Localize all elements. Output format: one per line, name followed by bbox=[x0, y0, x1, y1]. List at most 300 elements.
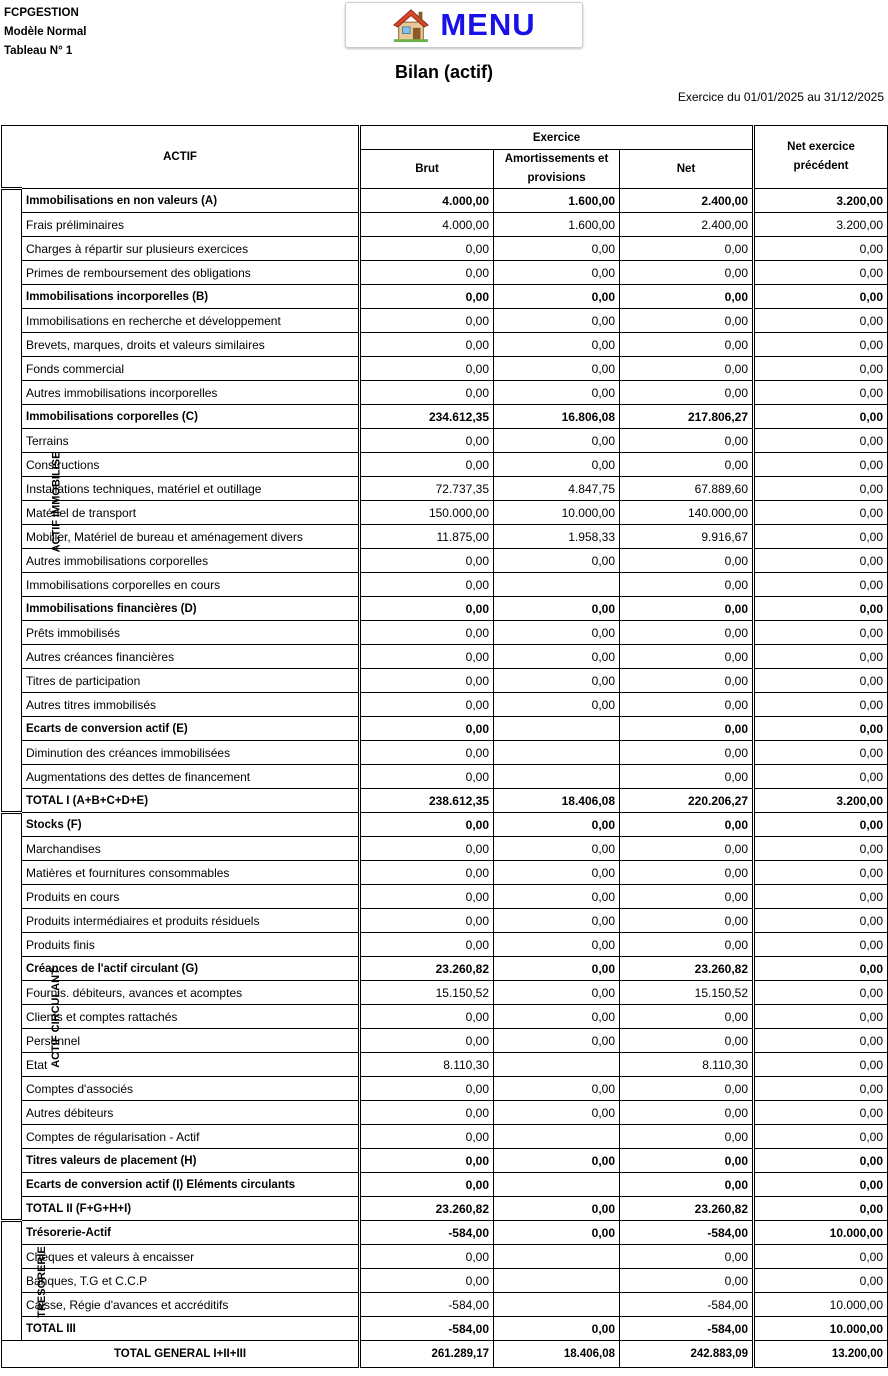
brut-value: 234.612,35 bbox=[360, 405, 494, 429]
brut-value: -584,00 bbox=[360, 1221, 494, 1245]
amort-value: 0,00 bbox=[494, 957, 620, 981]
amort-value: 0,00 bbox=[494, 933, 620, 957]
prev-value: 0,00 bbox=[754, 861, 888, 885]
prev-value: 0,00 bbox=[754, 837, 888, 861]
amort-value bbox=[494, 765, 620, 789]
net-value: 0,00 bbox=[620, 645, 754, 669]
exercice-period: Exercice du 01/01/2025 au 31/12/2025 bbox=[677, 90, 884, 104]
amort-value: 0,00 bbox=[494, 645, 620, 669]
net-value: 0,00 bbox=[620, 1101, 754, 1125]
brut-value: 0,00 bbox=[360, 237, 494, 261]
net-value: 0,00 bbox=[620, 693, 754, 717]
prev-value: 3.200,00 bbox=[754, 213, 888, 237]
brut-value: 4.000,00 bbox=[360, 213, 494, 237]
amort-value bbox=[494, 717, 620, 741]
table-row bbox=[2, 477, 888, 501]
row-label: Trésorerie-Actif bbox=[22, 1221, 360, 1245]
row-label: Immobilisations en recherche et développement bbox=[22, 309, 360, 333]
amort-value: 0,00 bbox=[494, 261, 620, 285]
table-row bbox=[2, 1245, 888, 1269]
row-label: Créances de l'actif circulant (G) bbox=[22, 957, 360, 981]
amort-value: 0,00 bbox=[494, 429, 620, 453]
table-row bbox=[2, 573, 888, 597]
table-row bbox=[2, 237, 888, 261]
brut-value: 0,00 bbox=[360, 309, 494, 333]
net-value: 0,00 bbox=[620, 861, 754, 885]
amort-value bbox=[494, 741, 620, 765]
prev-value: 0,00 bbox=[754, 621, 888, 645]
prev-value: 0,00 bbox=[754, 1101, 888, 1125]
prev-value: 10.000,00 bbox=[754, 1221, 888, 1245]
amort-value: 0,00 bbox=[494, 309, 620, 333]
row-label: Fonds commercial bbox=[22, 357, 360, 381]
table-row bbox=[2, 189, 888, 213]
section-label-text: TRESORERIE bbox=[35, 1246, 48, 1318]
net-value: 140.000,00 bbox=[620, 501, 754, 525]
brut-value: 0,00 bbox=[360, 1077, 494, 1101]
brut-value: 0,00 bbox=[360, 837, 494, 861]
table-row bbox=[2, 1317, 888, 1341]
table-row bbox=[2, 1029, 888, 1053]
row-label: Immobilisations incorporelles (B) bbox=[22, 285, 360, 309]
amort-value: 0,00 bbox=[494, 1221, 620, 1245]
amort-header: Amortissements et provisions bbox=[494, 150, 620, 189]
prev-value: 3.200,00 bbox=[754, 789, 888, 813]
row-label: Clients et comptes rattachés bbox=[22, 1005, 360, 1029]
row-label: Immobilisations corporelles en cours bbox=[22, 573, 360, 597]
table-row bbox=[2, 1005, 888, 1029]
amort-value: 0,00 bbox=[494, 549, 620, 573]
row-label: Titres de participation bbox=[22, 669, 360, 693]
row-label: Immobilisations financières (D) bbox=[22, 597, 360, 621]
table-row bbox=[2, 669, 888, 693]
brut-value: 0,00 bbox=[360, 357, 494, 381]
row-label: Titres valeurs de placement (H) bbox=[22, 1149, 360, 1173]
prev-value: 0,00 bbox=[754, 405, 888, 429]
net-value: 0,00 bbox=[620, 1173, 754, 1197]
amort-value bbox=[494, 1245, 620, 1269]
row-label: Produits intermédiaires et produits résiduels bbox=[22, 909, 360, 933]
net-value: 0,00 bbox=[620, 381, 754, 405]
prev-value: 0,00 bbox=[754, 717, 888, 741]
brut-value: 4.000,00 bbox=[360, 189, 494, 213]
amort-value bbox=[494, 1173, 620, 1197]
amort-value: 0,00 bbox=[494, 597, 620, 621]
amort-value: 0,00 bbox=[494, 909, 620, 933]
prev-value: 0,00 bbox=[754, 765, 888, 789]
brut-value: 0,00 bbox=[360, 381, 494, 405]
prev-value: 0,00 bbox=[754, 1149, 888, 1173]
prev-value: 0,00 bbox=[754, 1173, 888, 1197]
table-row bbox=[2, 453, 888, 477]
prev-value: 0,00 bbox=[754, 693, 888, 717]
section-label-text: ACTIF CIRCULANT bbox=[49, 967, 62, 1068]
brut-value: 11.875,00 bbox=[360, 525, 494, 549]
table-row bbox=[2, 381, 888, 405]
table-row bbox=[2, 981, 888, 1005]
prev-value: 0,00 bbox=[754, 645, 888, 669]
table-row bbox=[2, 549, 888, 573]
amort-value: 0,00 bbox=[494, 669, 620, 693]
net-value: 220.206,27 bbox=[620, 789, 754, 813]
row-label: Primes de remboursement des obligations bbox=[22, 261, 360, 285]
brut-value: 0,00 bbox=[360, 669, 494, 693]
prev-value: 0,00 bbox=[754, 669, 888, 693]
page-title: Bilan (actif) bbox=[394, 62, 493, 82]
prev-value: 0,00 bbox=[754, 573, 888, 597]
net-header: Net bbox=[620, 150, 754, 189]
prev-value: 0,00 bbox=[754, 261, 888, 285]
row-label: Brevets, marques, droits et valeurs similaires bbox=[22, 333, 360, 357]
table-row bbox=[2, 1053, 888, 1077]
net-value: 2.400,00 bbox=[620, 189, 754, 213]
amort-value: 0,00 bbox=[494, 1029, 620, 1053]
prev-value: 0,00 bbox=[754, 909, 888, 933]
amort-value: 0,00 bbox=[494, 453, 620, 477]
amort-value: 0,00 bbox=[494, 237, 620, 261]
net-value: 8.110,30 bbox=[620, 1053, 754, 1077]
net-value: 0,00 bbox=[620, 813, 754, 837]
brut-value: 0,00 bbox=[360, 1269, 494, 1293]
amort-value: 0,00 bbox=[494, 1317, 620, 1341]
brut-value: 150.000,00 bbox=[360, 501, 494, 525]
brut-value: 0,00 bbox=[360, 573, 494, 597]
prev-value: 0,00 bbox=[754, 549, 888, 573]
amort-value bbox=[494, 1293, 620, 1317]
brut-value: 0,00 bbox=[360, 909, 494, 933]
brut-value: 0,00 bbox=[360, 429, 494, 453]
amort-value: 16.806,08 bbox=[494, 405, 620, 429]
row-label: Ecarts de conversion actif (I) Eléments circulants bbox=[22, 1173, 360, 1197]
prev-value: 0,00 bbox=[754, 981, 888, 1005]
amort-value: 10.000,00 bbox=[494, 501, 620, 525]
brut-value: 0,00 bbox=[360, 1005, 494, 1029]
brut-value: 8.110,30 bbox=[360, 1053, 494, 1077]
net-value: 0,00 bbox=[620, 285, 754, 309]
amort-value: 1.958,33 bbox=[494, 525, 620, 549]
brut-value: -584,00 bbox=[360, 1293, 494, 1317]
grand-total-prev: 13.200,00 bbox=[754, 1341, 888, 1368]
table-row bbox=[2, 717, 888, 741]
menu-label: MENU bbox=[440, 7, 536, 42]
amort-value bbox=[494, 573, 620, 597]
brut-value: 0,00 bbox=[360, 885, 494, 909]
net-value: 0,00 bbox=[620, 1005, 754, 1029]
row-label: Banques, T.G et C.C.P bbox=[22, 1269, 360, 1293]
amort-value bbox=[494, 1125, 620, 1149]
prev-value: 0,00 bbox=[754, 309, 888, 333]
row-label: Augmentations des dettes de financement bbox=[22, 765, 360, 789]
house-icon bbox=[392, 7, 430, 43]
brut-value: 0,00 bbox=[360, 261, 494, 285]
net-value: 0,00 bbox=[620, 669, 754, 693]
amort-value: 0,00 bbox=[494, 333, 620, 357]
net-value: 0,00 bbox=[620, 1029, 754, 1053]
table-row bbox=[2, 357, 888, 381]
net-value: -584,00 bbox=[620, 1221, 754, 1245]
brut-value: -584,00 bbox=[360, 1317, 494, 1341]
amort-value: 1.600,00 bbox=[494, 213, 620, 237]
net-value: 0,00 bbox=[620, 1125, 754, 1149]
table-row bbox=[2, 765, 888, 789]
section-label bbox=[2, 1221, 48, 1341]
table-row bbox=[2, 693, 888, 717]
net-value: 0,00 bbox=[620, 1269, 754, 1293]
row-label: TOTAL I (A+B+C+D+E) bbox=[22, 789, 360, 813]
table-row bbox=[2, 789, 888, 813]
table-row bbox=[2, 429, 888, 453]
header-info bbox=[4, 4, 86, 61]
amort-value: 18.406,08 bbox=[494, 789, 620, 813]
grand-total-row bbox=[2, 1341, 888, 1368]
grand-total-brut: 261.289,17 bbox=[360, 1341, 494, 1368]
table-row bbox=[2, 1173, 888, 1197]
prev-value: 10.000,00 bbox=[754, 1317, 888, 1341]
net-value: 0,00 bbox=[620, 837, 754, 861]
brut-value: 0,00 bbox=[360, 933, 494, 957]
amort-value: 0,00 bbox=[494, 837, 620, 861]
table-row bbox=[2, 885, 888, 909]
prev-value: 0,00 bbox=[754, 1269, 888, 1293]
net-value: 0,00 bbox=[620, 621, 754, 645]
prev-value: 0,00 bbox=[754, 741, 888, 765]
amort-value: 0,00 bbox=[494, 981, 620, 1005]
prev-value: 0,00 bbox=[754, 1197, 888, 1221]
brut-value: 0,00 bbox=[360, 765, 494, 789]
prev-value: 0,00 bbox=[754, 1029, 888, 1053]
net-value: 0,00 bbox=[620, 765, 754, 789]
prev-value: 0,00 bbox=[754, 885, 888, 909]
net-value: 0,00 bbox=[620, 573, 754, 597]
prev-value: 0,00 bbox=[754, 1125, 888, 1149]
table-row bbox=[2, 405, 888, 429]
net-value: 15.150,52 bbox=[620, 981, 754, 1005]
row-label: Frais préliminaires bbox=[22, 213, 360, 237]
amort-value: 1.600,00 bbox=[494, 189, 620, 213]
table-row bbox=[2, 621, 888, 645]
row-label: Stocks (F) bbox=[22, 813, 360, 837]
net-value: 0,00 bbox=[620, 1149, 754, 1173]
amort-value: 4.847,75 bbox=[494, 477, 620, 501]
table-row bbox=[2, 525, 888, 549]
net-value: 0,00 bbox=[620, 357, 754, 381]
row-label: Terrains bbox=[22, 429, 360, 453]
row-label: Produits en cours bbox=[22, 885, 360, 909]
net-value: 0,00 bbox=[620, 717, 754, 741]
row-label: Matières et fournitures consommables bbox=[22, 861, 360, 885]
brut-value: 23.260,82 bbox=[360, 957, 494, 981]
table-row bbox=[2, 213, 888, 237]
amort-value: 0,00 bbox=[494, 693, 620, 717]
table-row bbox=[2, 741, 888, 765]
table-row bbox=[2, 285, 888, 309]
table-row bbox=[2, 1269, 888, 1293]
amort-value: 0,00 bbox=[494, 1077, 620, 1101]
net-value: 0,00 bbox=[620, 261, 754, 285]
brut-value: 0,00 bbox=[360, 333, 494, 357]
actif-header: ACTIF bbox=[2, 126, 360, 189]
net-value: 0,00 bbox=[620, 453, 754, 477]
amort-value bbox=[494, 1269, 620, 1293]
amort-value: 0,00 bbox=[494, 1101, 620, 1125]
amort-value: 0,00 bbox=[494, 1005, 620, 1029]
brut-header: Brut bbox=[360, 150, 494, 189]
prev-value: 0,00 bbox=[754, 933, 888, 957]
amort-value: 0,00 bbox=[494, 381, 620, 405]
net-value: 0,00 bbox=[620, 549, 754, 573]
amort-value: 0,00 bbox=[494, 285, 620, 309]
grand-total-net: 242.883,09 bbox=[620, 1341, 754, 1368]
net-value: 0,00 bbox=[620, 309, 754, 333]
prev-value: 0,00 bbox=[754, 237, 888, 261]
table-row bbox=[2, 1077, 888, 1101]
table-row bbox=[2, 1149, 888, 1173]
amort-value: 0,00 bbox=[494, 357, 620, 381]
brut-value: 0,00 bbox=[360, 861, 494, 885]
row-label: Prêts immobilisés bbox=[22, 621, 360, 645]
net-value: 0,00 bbox=[620, 1077, 754, 1101]
amort-value: 0,00 bbox=[494, 813, 620, 837]
row-label: Matériel de transport bbox=[22, 501, 360, 525]
net-value: 9.916,67 bbox=[620, 525, 754, 549]
row-label: Constructions bbox=[22, 453, 360, 477]
prev-value: 0,00 bbox=[754, 453, 888, 477]
brut-value: 0,00 bbox=[360, 1245, 494, 1269]
table-row bbox=[2, 861, 888, 885]
model-name: Modèle Normal bbox=[4, 26, 87, 38]
net-value: 0,00 bbox=[620, 237, 754, 261]
company-name: FCPGESTION bbox=[4, 7, 79, 19]
bilan-table bbox=[1, 125, 888, 1368]
row-label: Autres titres immobilisés bbox=[22, 693, 360, 717]
row-label: Fournis. débiteurs, avances et acomptes bbox=[22, 981, 360, 1005]
brut-value: 72.737,35 bbox=[360, 477, 494, 501]
prev-value: 0,00 bbox=[754, 285, 888, 309]
row-label: Ecarts de conversion actif (E) bbox=[22, 717, 360, 741]
prev-value: 0,00 bbox=[754, 501, 888, 525]
net-value: 23.260,82 bbox=[620, 1197, 754, 1221]
brut-value: 23.260,82 bbox=[360, 1197, 494, 1221]
net-value: 0,00 bbox=[620, 333, 754, 357]
brut-value: 0,00 bbox=[360, 1101, 494, 1125]
table-row bbox=[2, 1101, 888, 1125]
amort-value bbox=[494, 1053, 620, 1077]
net-value: 67.889,60 bbox=[620, 477, 754, 501]
net-value: -584,00 bbox=[620, 1317, 754, 1341]
prev-value: 0,00 bbox=[754, 1245, 888, 1269]
brut-value: 0,00 bbox=[360, 621, 494, 645]
net-prec-header: Net exercice précédent bbox=[754, 126, 888, 189]
menu-button[interactable] bbox=[345, 2, 583, 48]
table-row bbox=[2, 837, 888, 861]
net-value: -584,00 bbox=[620, 1293, 754, 1317]
grand-total-label: TOTAL GENERAL I+II+III bbox=[2, 1341, 360, 1368]
brut-value: 0,00 bbox=[360, 597, 494, 621]
prev-value: 0,00 bbox=[754, 429, 888, 453]
row-label: Immobilisations en non valeurs (A) bbox=[22, 189, 360, 213]
net-value: 0,00 bbox=[620, 429, 754, 453]
row-label: Mobilier, Matériel de bureau et aménagement divers bbox=[22, 525, 360, 549]
row-label: Immobilisations corporelles (C) bbox=[22, 405, 360, 429]
brut-value: 0,00 bbox=[360, 645, 494, 669]
table-row bbox=[2, 645, 888, 669]
prev-value: 0,00 bbox=[754, 333, 888, 357]
prev-value: 0,00 bbox=[754, 525, 888, 549]
row-label: Autres immobilisations incorporelles bbox=[22, 381, 360, 405]
row-label: Etat bbox=[22, 1053, 360, 1077]
brut-value: 0,00 bbox=[360, 285, 494, 309]
brut-value: 238.612,35 bbox=[360, 789, 494, 813]
brut-value: 0,00 bbox=[360, 1125, 494, 1149]
net-value: 0,00 bbox=[620, 1245, 754, 1269]
prev-value: 0,00 bbox=[754, 813, 888, 837]
row-label: Autres débiteurs bbox=[22, 1101, 360, 1125]
net-value: 0,00 bbox=[620, 885, 754, 909]
net-value: 0,00 bbox=[620, 597, 754, 621]
row-label: Comptes d'associés bbox=[22, 1077, 360, 1101]
row-label: Personnel bbox=[22, 1029, 360, 1053]
prev-value: 0,00 bbox=[754, 1053, 888, 1077]
amort-value: 0,00 bbox=[494, 1197, 620, 1221]
section-label-text: ACTIF IMMOBILISE bbox=[50, 451, 63, 552]
amort-value: 0,00 bbox=[494, 885, 620, 909]
prev-value: 0,00 bbox=[754, 1005, 888, 1029]
row-label: TOTAL II (F+G+H+I) bbox=[22, 1197, 360, 1221]
prev-value: 0,00 bbox=[754, 957, 888, 981]
table-row bbox=[2, 933, 888, 957]
prev-value: 10.000,00 bbox=[754, 1293, 888, 1317]
table-row bbox=[2, 909, 888, 933]
brut-value: 0,00 bbox=[360, 693, 494, 717]
row-label: TOTAL III bbox=[22, 1317, 360, 1341]
amort-value: 0,00 bbox=[494, 1149, 620, 1173]
table-row bbox=[2, 1125, 888, 1149]
prev-value: 3.200,00 bbox=[754, 189, 888, 213]
row-label: Chèques et valeurs à encaisser bbox=[22, 1245, 360, 1269]
brut-value: 0,00 bbox=[360, 1173, 494, 1197]
brut-value: 0,00 bbox=[360, 717, 494, 741]
net-value: 2.400,00 bbox=[620, 213, 754, 237]
row-label: Installations techniques, matériel et outillage bbox=[22, 477, 360, 501]
prev-value: 0,00 bbox=[754, 1077, 888, 1101]
net-value: 217.806,27 bbox=[620, 405, 754, 429]
table-row bbox=[2, 813, 888, 837]
exercice-header: Exercice bbox=[360, 126, 754, 150]
net-value: 0,00 bbox=[620, 909, 754, 933]
brut-value: 0,00 bbox=[360, 741, 494, 765]
table-row bbox=[2, 1221, 888, 1245]
row-label: Diminution des créances immobilisées bbox=[22, 741, 360, 765]
grand-total-amort: 18.406,08 bbox=[494, 1341, 620, 1368]
net-value: 0,00 bbox=[620, 933, 754, 957]
brut-value: 0,00 bbox=[360, 1029, 494, 1053]
prev-value: 0,00 bbox=[754, 357, 888, 381]
brut-value: 0,00 bbox=[360, 1149, 494, 1173]
brut-value: 0,00 bbox=[360, 549, 494, 573]
net-value: 23.260,82 bbox=[620, 957, 754, 981]
net-value: 0,00 bbox=[620, 741, 754, 765]
brut-value: 0,00 bbox=[360, 453, 494, 477]
table-row bbox=[2, 261, 888, 285]
table-row bbox=[2, 1293, 888, 1317]
row-label: Produits finis bbox=[22, 933, 360, 957]
table-row bbox=[2, 597, 888, 621]
prev-value: 0,00 bbox=[754, 381, 888, 405]
table-row bbox=[2, 333, 888, 357]
amort-value: 0,00 bbox=[494, 621, 620, 645]
prev-value: 0,00 bbox=[754, 597, 888, 621]
prev-value: 0,00 bbox=[754, 477, 888, 501]
